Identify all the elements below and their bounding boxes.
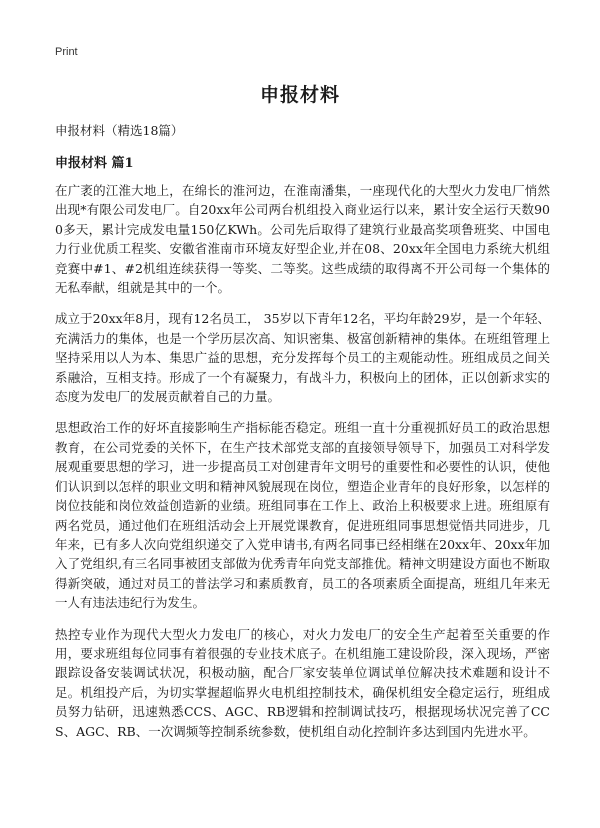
section-heading: 申报材料 篇1 [55, 156, 134, 171]
paragraph-4: 热控专业作为现代大型火力发电厂的核心，对火力发电厂的安全生产起着至关重要的作用，要求班组每位同事有着很强的专业技术底子。在机组施工建设阶段，深入现场，严密跟踪设备安装调试状况，积极动脑，配合厂家安装单位调试单位解决技术难题和设计不足。机组投产后，为切实掌握超临界火电机组控制技术，确保机组安全稳定运行，班组成员努力钻研，迅速熟悉CCS、AGC、RB逻辑和控制调试技巧，根据现场状况完善了CCS、AGC、RB、一次调频等控制系统参数，使机组自动化控制许多达到国内先进水平。 [55, 626, 550, 739]
paragraph-2: 成立于20xx年8月，现有12名员工， 35岁以下青年12名，平均年龄29岁，是一个年轻、充满活力的集体，也是一个学历层次高、知识密集、极富创新精神的集体。在班组管理上坚持采用以人为本、集思广益的思想，充分发挥每个员工的主观能动性。班组成员之间关系融洽，互相支持。形成了一个有凝聚力，有战斗力，积极向上的团体，正以创新求实的态度为发电厂的发展贡献着自己的力量。 [55, 311, 550, 405]
document-body [55, 181, 550, 753]
print-link[interactable]: Print [55, 46, 78, 58]
document-title: 申报材料 [259, 84, 340, 106]
paragraph-1: 在广袤的江淮大地上，在绵长的淮河边，在淮南潘集，一座现代化的大型火力发电厂悄然出现*有限公司发电厂。自20xx年公司两台机组投入商业运行以来，累计安全运行天数900多天，累计完成发电量150亿KWh。公司先后取得了建筑行业最高奖项鲁班奖、中国电力行业优质工程奖、安徽省淮南市环境友好型企业,并在08、20xx年全国电力系统大机组竞赛中#1、#2机组连续获得一等奖、二等奖。这些成绩的取得离不开公司每一个集体的无私奉献，组就是其中的一个。 [55, 183, 550, 296]
paragraph-3: 思想政治工作的好坏直接影响生产指标能否稳定。班组一直十分重视抓好员工的政治思想教育，在公司党委的关怀下，在生产技术部党支部的直接领导领导下，加强员工对科学发展观重要思想的学习，进一步提高员工对创建青年文明号的重要性和必要性的认识，使他们认识到以怎样的职业文明和精神风貌展现在岗位，塑造企业青年的良好形象，以怎样的岗位技能和岗位效益创造新的业绩。班组同事在工作上、政治上积极要求上进。班组原有两名党员，通过他们在班组活动会上开展党课教育，促进班组同事思想觉悟共同进步，几年来，已有多人次向党组织递交了入党申请书,有两名同事已经相继在20xx年、20xx年加入了党组织,有三名同事被团支部做为优秀青年向党支部推优。精神文明建设方面也不断取得新突破，通过对员工的普法学习和素质教育，员工的各项素质全面提高，班组几年来无一人有违法违纪行为发生。 [55, 420, 550, 611]
document-subtitle: 申报材料（精选18篇） [55, 123, 184, 138]
